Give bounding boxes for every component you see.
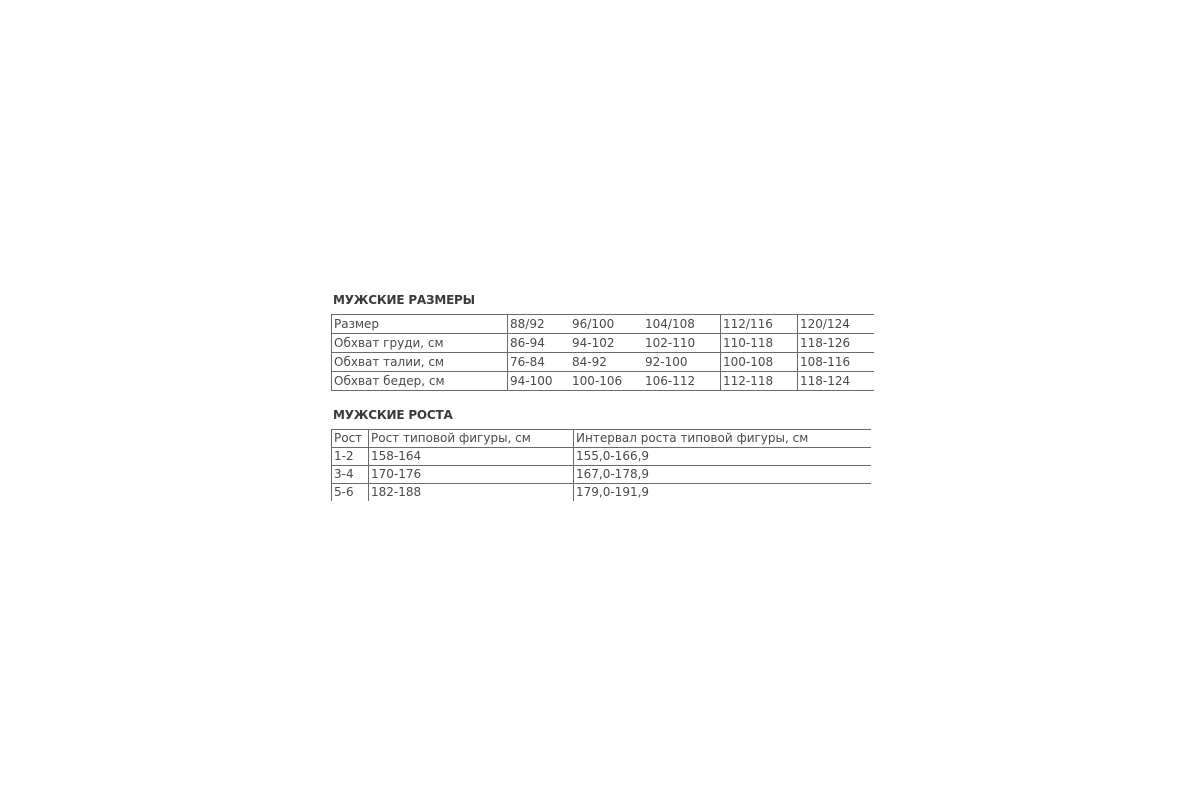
table-cell: 100-106 <box>570 372 643 391</box>
sizes-table <box>331 314 874 391</box>
table-cell: 108-116 <box>798 353 875 372</box>
table-cell: 96/100 <box>570 315 643 334</box>
table-cell: Размер <box>332 315 508 334</box>
table-cell: 86-94 <box>508 334 571 353</box>
table-cell: Обхват груди, см <box>332 334 508 353</box>
table-cell: Рост типовой фигуры, см <box>369 430 574 448</box>
table-cell: 100-108 <box>721 353 798 372</box>
table-cell: 167,0-178,9 <box>574 466 872 484</box>
table-cell: 94-100 <box>508 372 571 391</box>
table-cell: 179,0-191,9 <box>574 484 872 502</box>
table-cell: 110-118 <box>721 334 798 353</box>
heights-table <box>331 429 871 501</box>
table-row <box>332 334 875 353</box>
table-cell: 118-124 <box>798 372 875 391</box>
table-cell: 76-84 <box>508 353 571 372</box>
table-cell: 3-4 <box>332 466 369 484</box>
table-cell: 106-112 <box>643 372 721 391</box>
table-row <box>332 448 872 466</box>
table-cell: 170-176 <box>369 466 574 484</box>
table-cell: Обхват бедер, см <box>332 372 508 391</box>
heights-section-title: МУЖСКИЕ РОСТА <box>333 408 453 422</box>
table-cell: 158-164 <box>369 448 574 466</box>
table-cell: Интервал роста типовой фигуры, см <box>574 430 872 448</box>
table-cell: 102-110 <box>643 334 721 353</box>
table-cell: 182-188 <box>369 484 574 502</box>
table-cell: Обхват талии, см <box>332 353 508 372</box>
table-cell: 155,0-166,9 <box>574 448 872 466</box>
table-cell: 94-102 <box>570 334 643 353</box>
table-row <box>332 372 875 391</box>
table-cell: 120/124 <box>798 315 875 334</box>
sizes-section-title: МУЖСКИЕ РАЗМЕРЫ <box>333 293 475 307</box>
table-cell: 118-126 <box>798 334 875 353</box>
table-cell: 112-118 <box>721 372 798 391</box>
table-cell: 92-100 <box>643 353 721 372</box>
table-cell: 84-92 <box>570 353 643 372</box>
table-cell: Рост <box>332 430 369 448</box>
table-row <box>332 315 875 334</box>
table-cell: 88/92 <box>508 315 571 334</box>
table-cell: 112/116 <box>721 315 798 334</box>
table-row <box>332 353 875 372</box>
table-cell: 104/108 <box>643 315 721 334</box>
table-row <box>332 484 872 502</box>
table-cell: 5-6 <box>332 484 369 502</box>
table-row <box>332 466 872 484</box>
table-cell: 1-2 <box>332 448 369 466</box>
table-row <box>332 430 872 448</box>
